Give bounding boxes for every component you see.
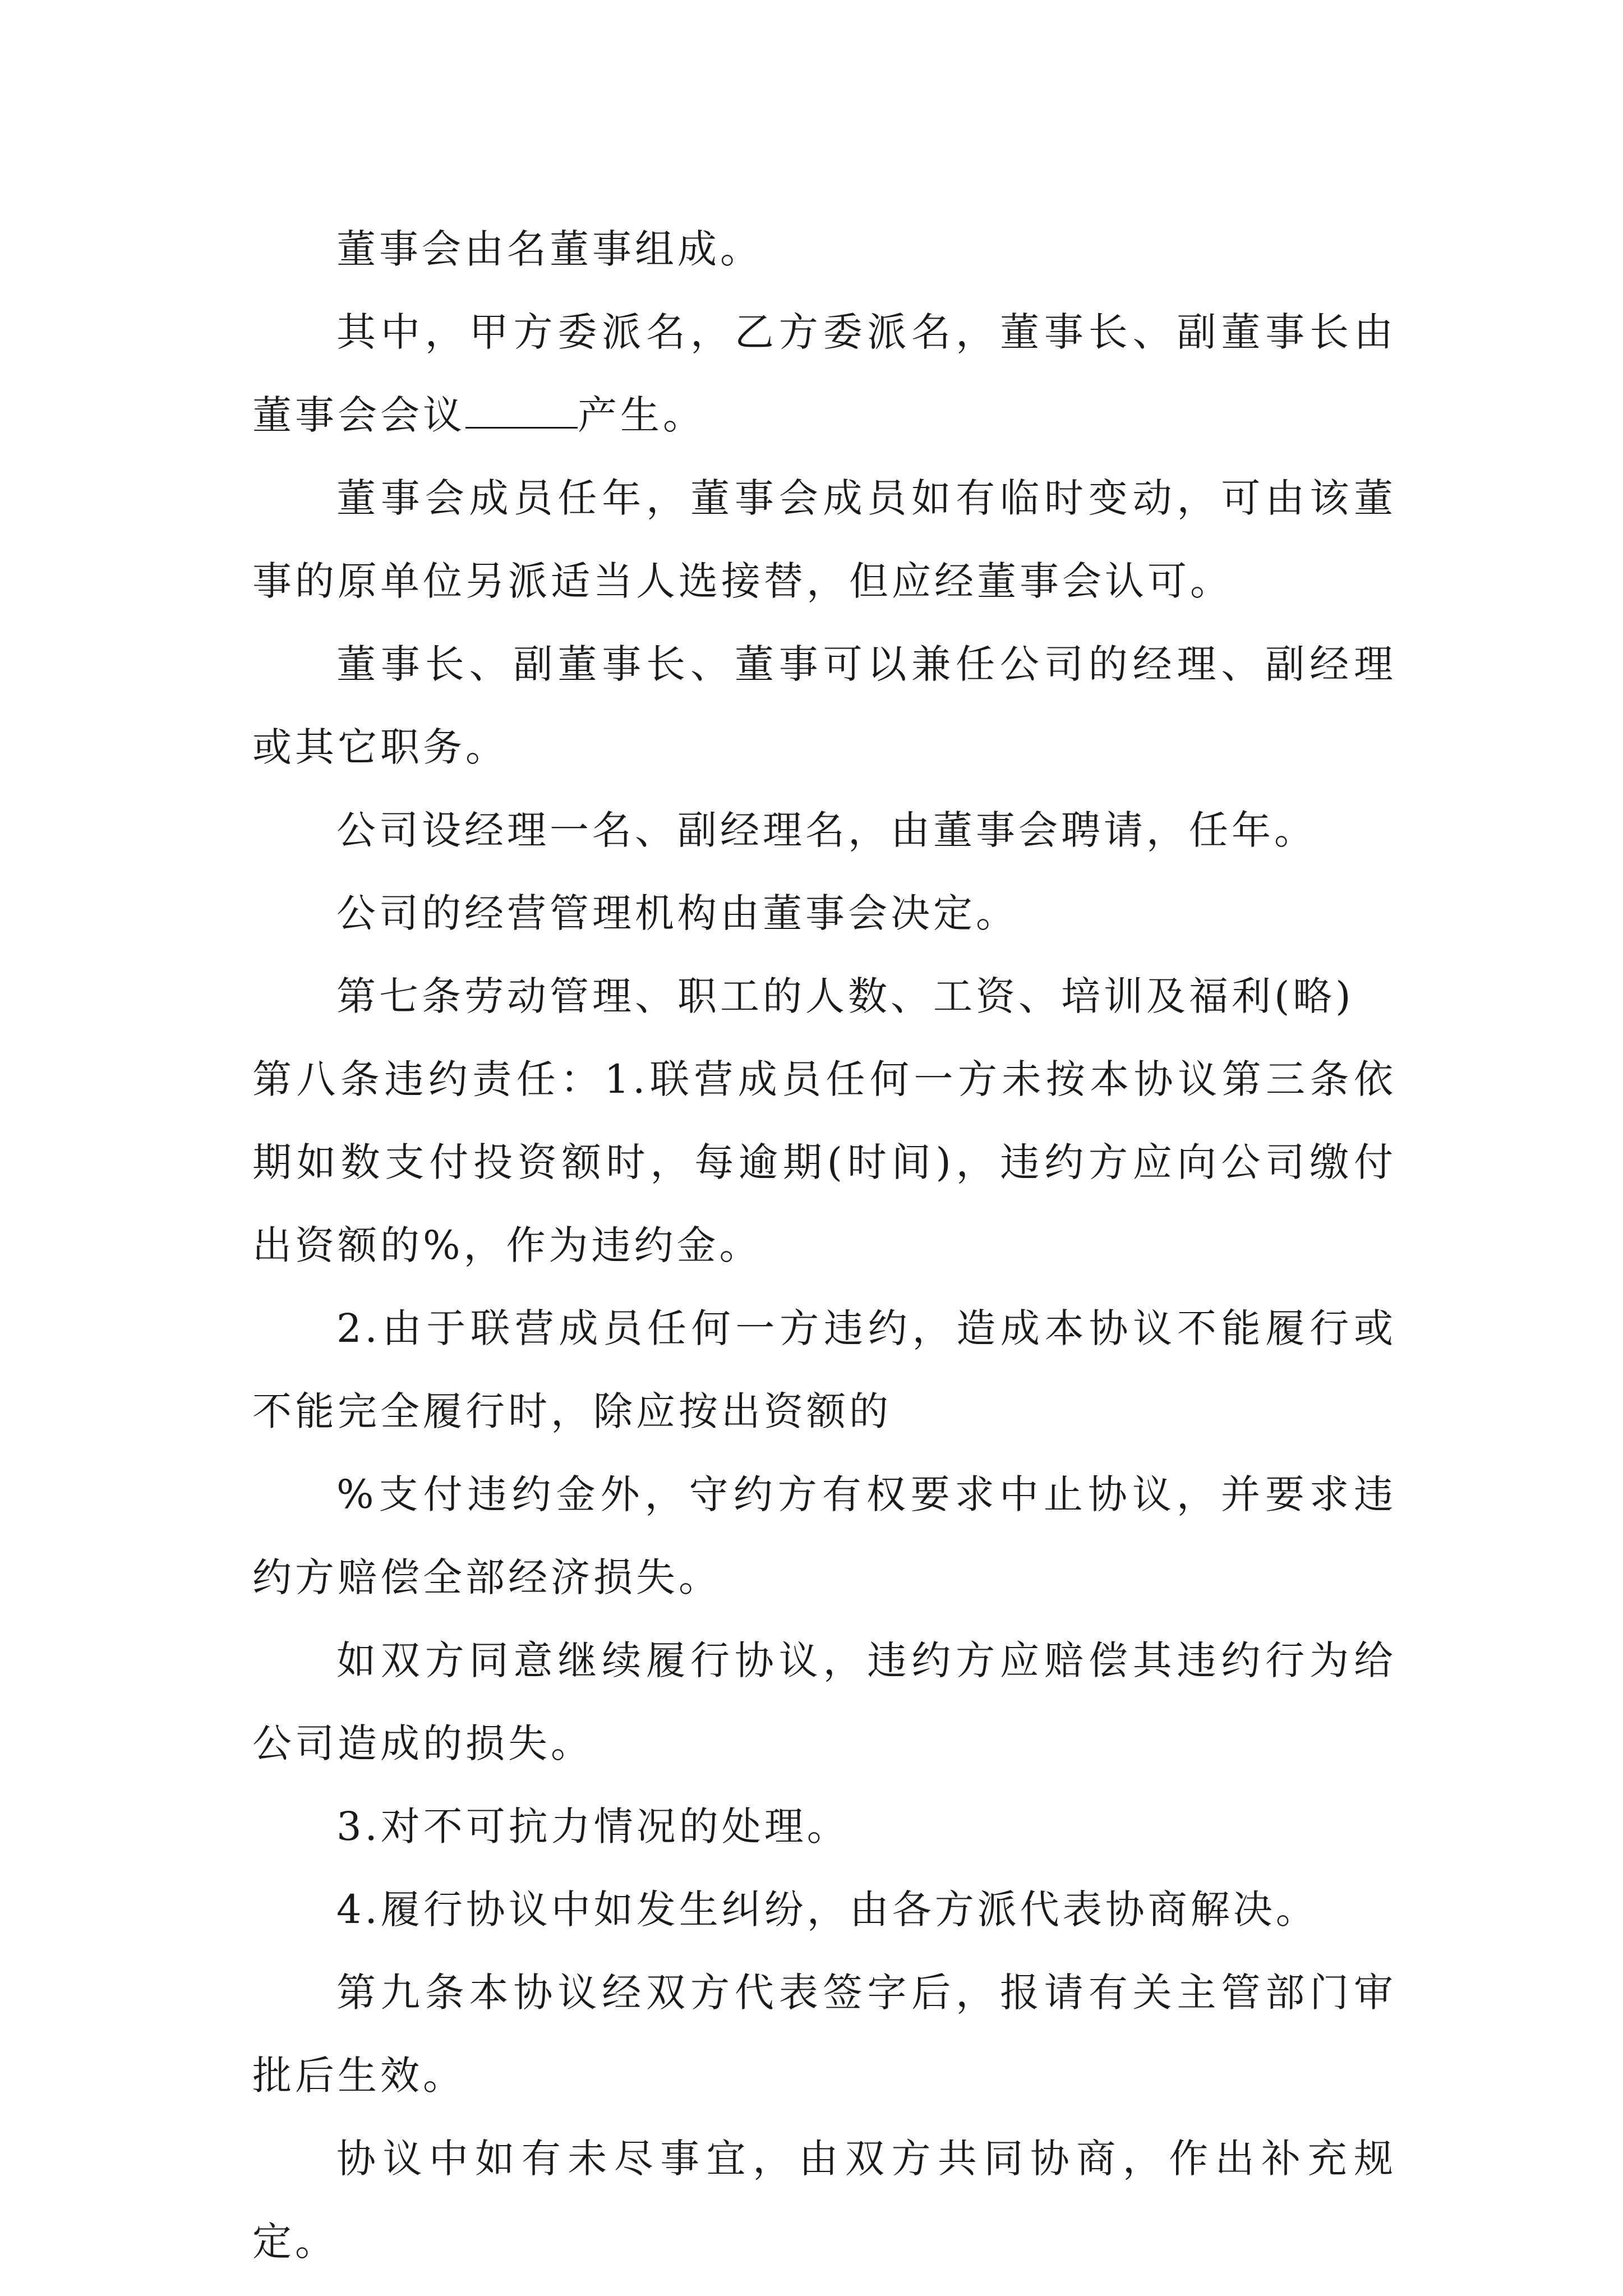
paragraph-text-tail: 产生。 bbox=[578, 392, 706, 438]
paragraph-breach-clause-2 bbox=[252, 1287, 1396, 1453]
paragraph-text: 公司的经营管理机构由董事会决定。 bbox=[336, 890, 1018, 936]
paragraph-text: %支付违约金外，守约方有权要求中止协议，并要求违约方赔偿全部经济损失。 bbox=[252, 1471, 1396, 1600]
paragraph-text: 3.对不可抗力情况的处理。 bbox=[336, 1803, 850, 1849]
paragraph-text: 其中，甲方委派名，乙方委派名，董事长、副董事长由董事会会议 bbox=[252, 309, 1396, 438]
paragraph-manager bbox=[252, 789, 1396, 872]
paragraph-continue-performance bbox=[252, 1619, 1396, 1785]
paragraph-text: 2.由于联营成员任何一方违约，造成本协议不能履行或不能完全履行时，除应按出资额的 bbox=[252, 1305, 1396, 1434]
paragraph-text: 公司设经理一名、副经理名，由董事会聘请，任年。 bbox=[336, 807, 1317, 853]
document-body bbox=[252, 208, 1396, 2283]
paragraph-article-seven bbox=[252, 955, 1396, 1038]
paragraph-text: 协议中如有未尽事宜，由双方共同协商，作出补充规定。 bbox=[252, 2136, 1396, 2265]
paragraph-article-nine bbox=[252, 1951, 1396, 2117]
paragraph-text: 第八条违约责任：1.联营成员任何一方未按本协议第三条依期如数支付投资额时，每逾期(时间)，违约方应向公司缴付出资额的%，作为违约金。 bbox=[252, 1056, 1396, 1268]
paragraph-text: 如双方同意继续履行协议，违约方应赔偿其违约行为给公司造成的损失。 bbox=[252, 1637, 1396, 1766]
fill-in-blank bbox=[465, 393, 578, 429]
paragraph-text: 4.履行协议中如发生纠纷，由各方派代表协商解决。 bbox=[336, 1887, 1318, 1932]
paragraph-breach-clause-2-continued bbox=[252, 1453, 1396, 1619]
paragraph-concurrent-posts bbox=[252, 623, 1396, 789]
paragraph-board-composition bbox=[252, 208, 1396, 291]
paragraph-board-appointment bbox=[252, 291, 1396, 457]
paragraph-article-eight bbox=[252, 1038, 1396, 1287]
paragraph-text: 董事会成员任年，董事会成员如有临时变动，可由该董事的原单位另派适当人选接替，但应经董事会认可。 bbox=[252, 475, 1396, 604]
paragraph-text: 董事会由名董事组成。 bbox=[336, 226, 763, 272]
paragraph-board-term bbox=[252, 457, 1396, 623]
paragraph-text: 第九条本协议经双方代表签字后，报请有关主管部门审批后生效。 bbox=[252, 1970, 1396, 2099]
paragraph-text: 第七条劳动管理、职工的人数、工资、培训及福利(略) bbox=[336, 973, 1354, 1019]
paragraph-dispute-resolution bbox=[252, 1868, 1396, 1951]
paragraph-management-structure bbox=[252, 872, 1396, 955]
paragraph-supplementary bbox=[252, 2117, 1396, 2283]
paragraph-force-majeure bbox=[252, 1785, 1396, 1868]
paragraph-text: 董事长、副董事长、董事可以兼任公司的经理、副经理或其它职务。 bbox=[252, 641, 1396, 770]
